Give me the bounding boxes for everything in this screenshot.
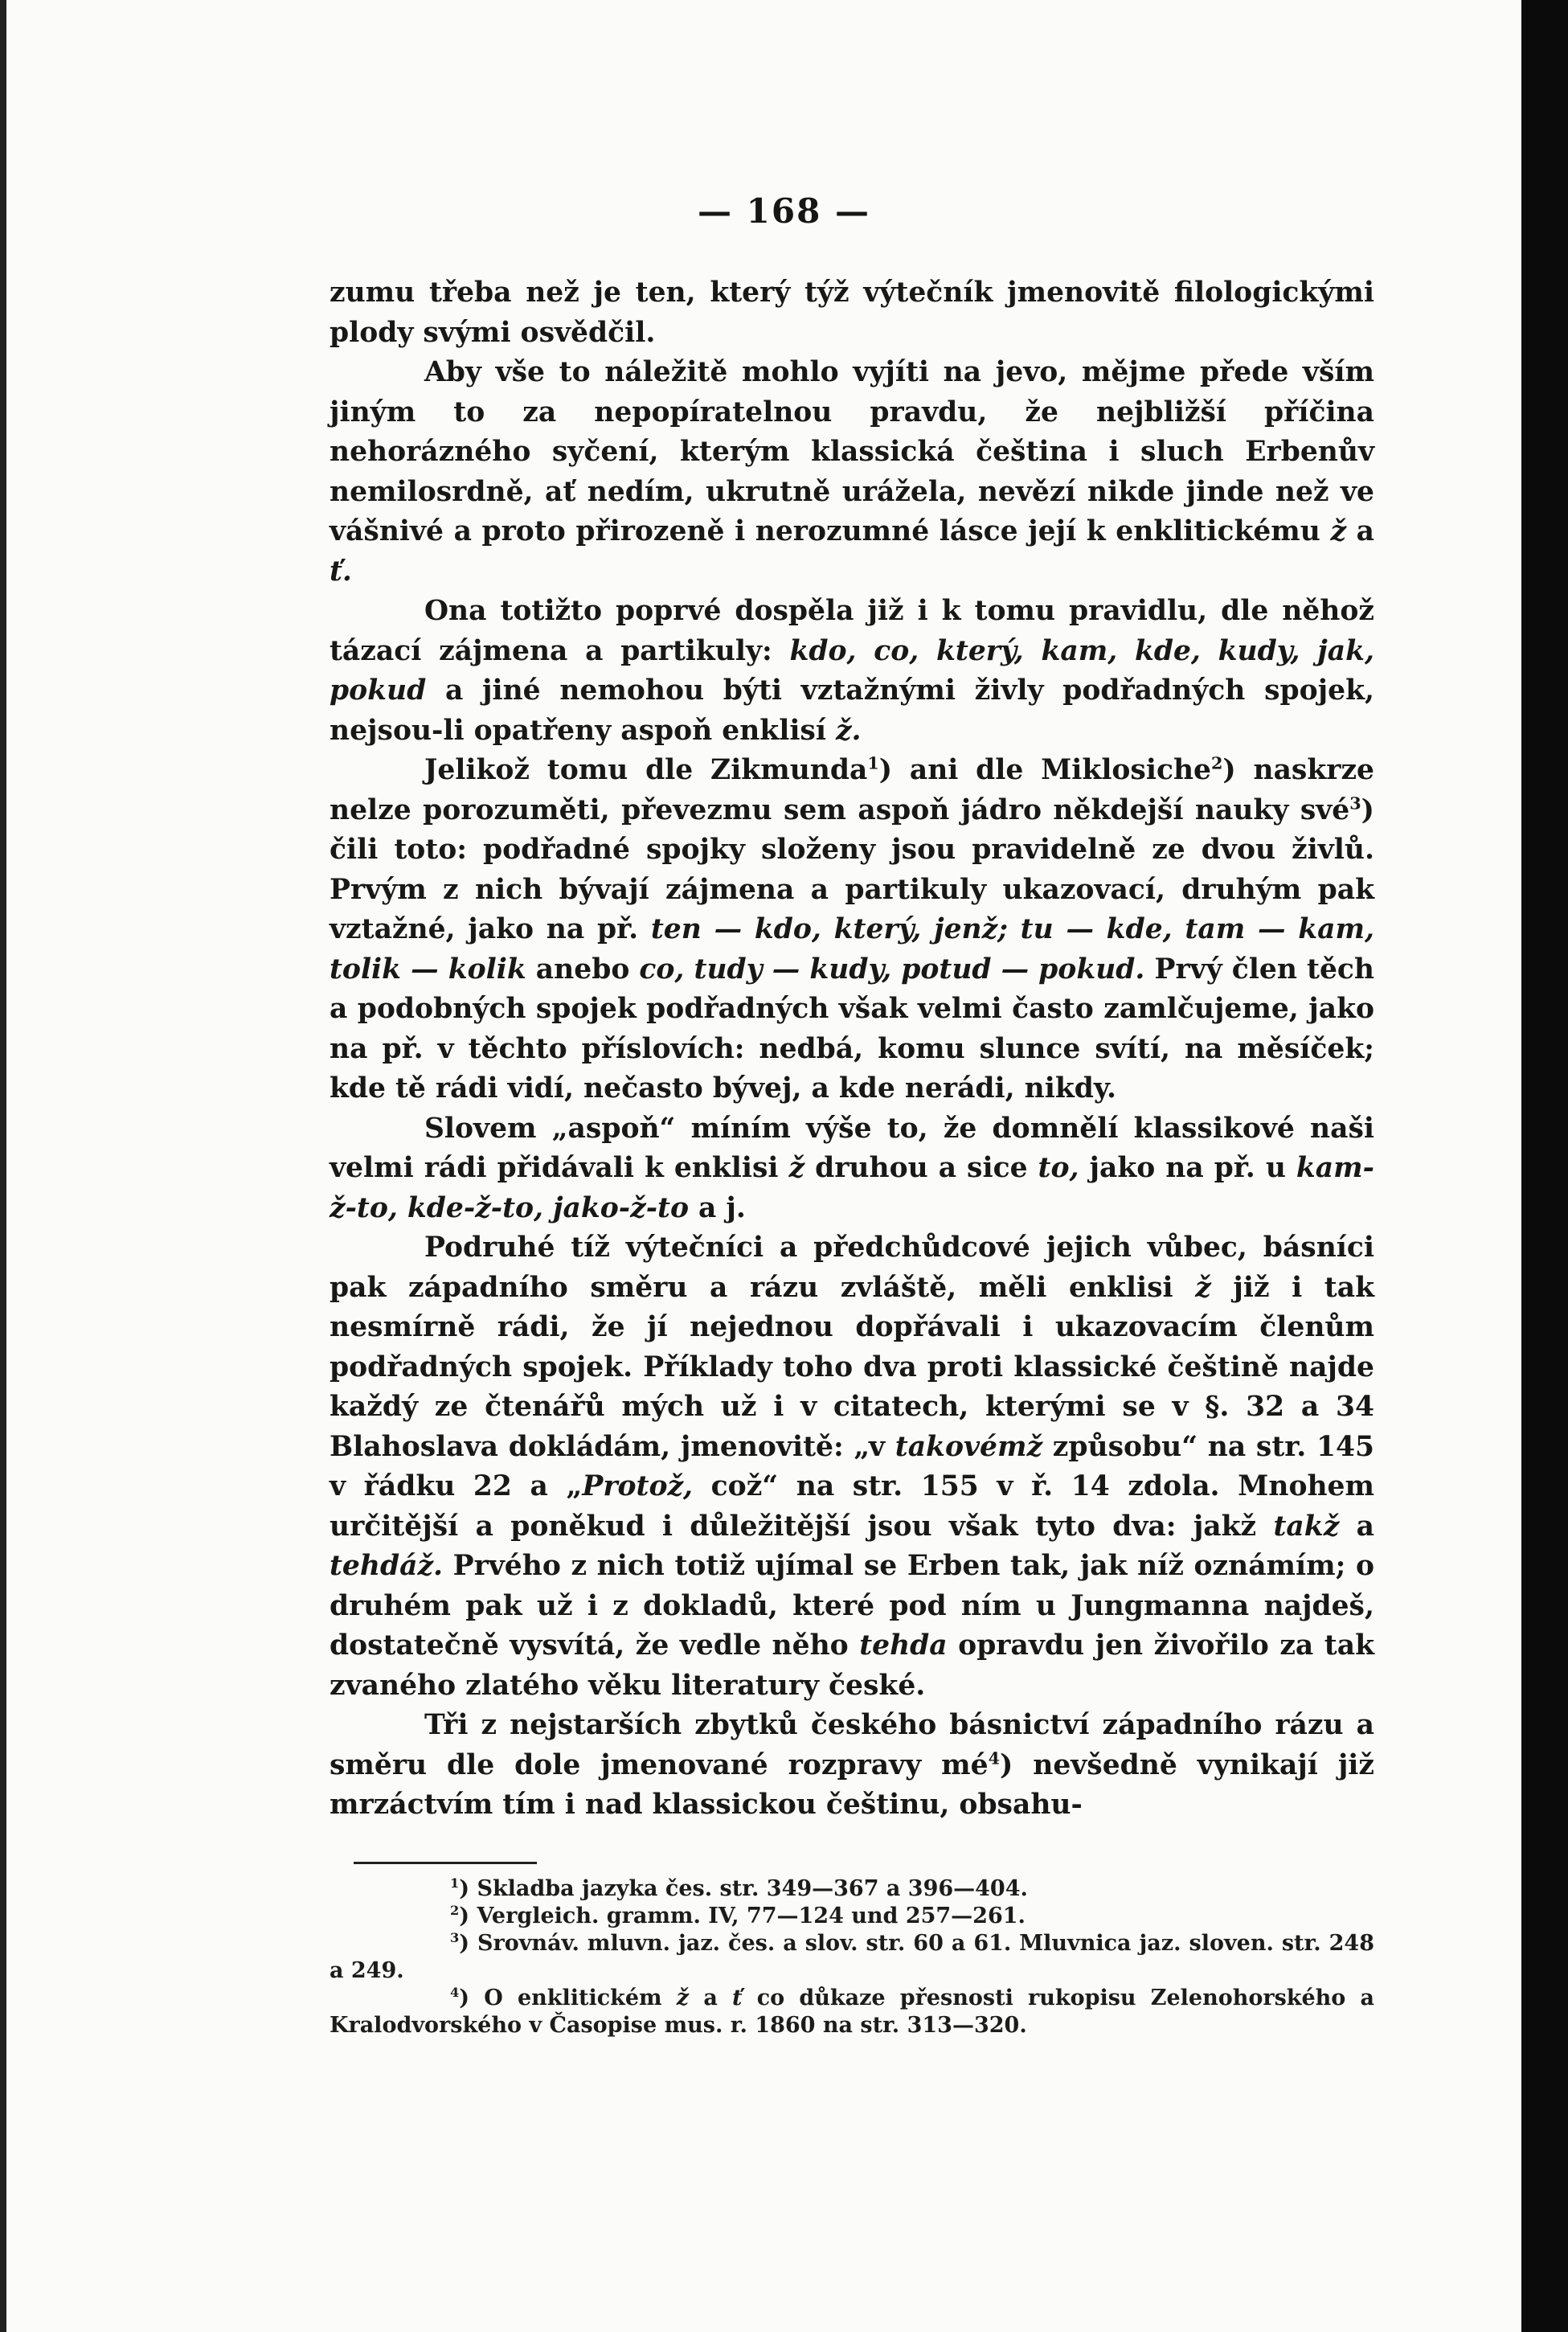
footnote-marker: 3 [450, 1930, 460, 1945]
italic-term: kam-ž-to, kde-ž-to, jako-ž-to [330, 1152, 1374, 1224]
text-run: ) O enklitickém [459, 1986, 677, 2010]
text-run: a [689, 1986, 733, 2010]
text-run: Ona totižto poprvé dospěla již i k tomu pravidlu, dle něhož tázací zájmena a partikuly: [330, 595, 1374, 667]
main-text [330, 273, 1374, 1826]
page-number: — 168 — [698, 191, 870, 231]
text-run: a j. [688, 1191, 746, 1224]
italic-term: ten — kdo, který, jenž; tu — kde, tam — kam, tolik — kolik [330, 913, 1374, 986]
paragraph [330, 751, 1374, 1109]
italic-term: kdo, co, který, kam, kde, kudy, jak, pokud [330, 634, 1374, 707]
text-run: ) Vergleich. gramm. IV, 77—124 und 257—261. [459, 1904, 1026, 1928]
italic-term: co, tudy — kudy, potud — pokud. [639, 953, 1145, 986]
footnote-marker: 2 [450, 1903, 460, 1918]
italic-term: takovémž [895, 1430, 1043, 1463]
scan-edge-right [1521, 0, 1568, 2332]
footnote [330, 1930, 1374, 1985]
text-run: a [1339, 1510, 1374, 1543]
italic-term: to, [1038, 1152, 1079, 1184]
footnote-marker: 1 [867, 753, 879, 773]
text-run: ) Srovnáv. mluvn. jaz. čes. a slov. str. 60 a 61. Mluvnica jaz. sloven. str. 248 a 249. [330, 1931, 1374, 1983]
text-run: ) čili toto: podřadné spojky složeny jsou pravidelně ze dvou živlů. Prvým z nich bývají zájmena a partikuly ukazovací, druhým pak vztažné, jako na př. [330, 793, 1374, 945]
scan-edge-left [0, 0, 6, 2332]
footnotes [330, 1875, 1374, 2039]
text-run: ) Skladba jazyka čes. str. 349—367 a 396—404. [459, 1876, 1028, 1901]
footnote [330, 1903, 1374, 1930]
paragraph [330, 273, 1374, 353]
text-run: ) nevšedně vynikají již mrzáctvím tím i nad klassickou češtinu, obsahu- [330, 1748, 1374, 1821]
text-run: Jelikož tomu dle Zikmunda [424, 754, 868, 786]
footnote-marker: 3 [1349, 793, 1361, 813]
text-run: a jiné nemohou býti vztažnými živly podřadných spojek, nejsou-li opatřeny aspoň enklisí [330, 674, 1374, 747]
text-run: ) ani dle Miklosiche [878, 754, 1211, 786]
footnote-marker: 1 [450, 1875, 460, 1891]
text-run: jako na př. u [1079, 1152, 1296, 1184]
italic-term: tehda [859, 1629, 948, 1662]
footnote [330, 1875, 1374, 1903]
italic-term: ž [1195, 1271, 1211, 1304]
text-run: Slovem „aspoň“ míním výše to, že domnělí klassikové naši velmi rádi přidávali k enklisi [330, 1112, 1374, 1184]
italic-term: ž [676, 1986, 690, 2010]
text-run: způsobu“ na str. 145 v řádku 22 a „ [330, 1430, 1374, 1502]
text-run: Prvého z nich totiž ujímal se Erben tak, jak níž oznámím; o druhém pak už i z dokladů, které pod ním u Jungmanna najdeš, dostatečně vysvítá, že vedle něho [330, 1550, 1374, 1662]
italic-term: takž [1273, 1510, 1340, 1543]
paragraph [330, 592, 1374, 751]
italic-term: ť. [330, 555, 352, 588]
text-run: opravdu jen živořilo za tak zvaného zlatého věku literatury české. [330, 1629, 1374, 1702]
footnote-marker: 4 [988, 1748, 1000, 1768]
text-run: Prvý člen těch a podobných spojek podřadných však velmi často zamlčujeme, jako na př. v těchto příslovích: nedbá, komu slunce svítí, na měsíček; kde tě rádi vidí, nečasto bývej, a kde nerádi, nikdy. [330, 953, 1374, 1105]
italic-term: ž. [835, 714, 862, 747]
italic-term: ž [1330, 515, 1347, 547]
italic-term: ž [788, 1152, 805, 1184]
text-run: ) naskrze nelze porozuměti, převezmu sem aspoň jádro někdejší nauky své [330, 754, 1374, 826]
italic-term: tehdáž. [330, 1550, 444, 1582]
paragraph [330, 1109, 1374, 1229]
text-run: a [1346, 515, 1374, 547]
text-run: Podruhé tíž výtečníci a předchůdcové jejich vůbec, básníci pak západního směru a rázu zvláště, měli enklisi [330, 1232, 1374, 1304]
paragraph [330, 1706, 1374, 1826]
text-run: druhou a sice [804, 1152, 1038, 1184]
text-run: již i tak nesmírně rádi, že jí nejednou dopřávali i ukazovacím členům podřadných spojek. Příklady toho dva proti klassické češtině najde každý ze čtenářů mých už i v citatech, kterými se v §. 32 a 34 Blahoslava dokládám, jmenovitě: „v [330, 1271, 1374, 1463]
text-run: Tři z nejstarších zbytků českého básnictví západního rázu a směru dle dole jmenované rozpravy mé [330, 1709, 1374, 1781]
text-run: Aby vše to náležitě mohlo vyjíti na jevo, mějme přede vším jiným to za nepopíratelnou pravdu, že nejbližší příčina nehorázného syčení, kterým klassická čeština i sluch Erbenův nemilosrdně, ať nedím, ukrutně urážela, nevězí nikde jinde než ve vášnivé a proto přirozeně i nerozumné lásce její k enklitickému [330, 356, 1374, 547]
text-run: což“ na str. 155 v ř. 14 zdola. Mnohem určitější a poněkud i důležitější jsou však tyto dva: jakž [330, 1470, 1374, 1543]
footnote-marker: 2 [1211, 753, 1223, 773]
footnote-rule [354, 1862, 537, 1864]
italic-term: Protož, [582, 1470, 694, 1502]
footnote-marker: 4 [450, 1985, 460, 2000]
italic-term: ť [732, 1986, 743, 2010]
text-run: zumu třeba než je ten, který týž výtečník jmenovitě filologickými plody svými osvědčil. [330, 277, 1374, 349]
paragraph [330, 353, 1374, 592]
text-run: co důkaze přesnosti rukopisu Zelenohorského a Kralodvorského v Časopise mus. r. 1860 na str. 313—320. [330, 1986, 1374, 2038]
text-run: anebo [526, 953, 640, 986]
paragraph [330, 1228, 1374, 1706]
footnote [330, 1985, 1374, 2039]
